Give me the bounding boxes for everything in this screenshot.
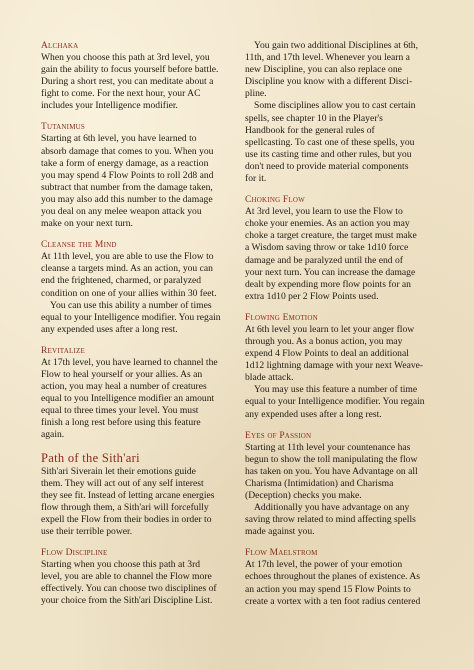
- paragraph-revitalize: [41, 357, 233, 442]
- text-line: (Deception) checks you make.: [245, 490, 362, 501]
- text-line: At 17th level, the power of your emotion: [245, 559, 403, 571]
- text-line: you may spend 4 Flow Points to roll 2d8 and: [41, 169, 214, 181]
- heading-flow-maelstrom: Flow Maelstrom: [245, 548, 318, 559]
- heading-flow-discipline: Flow Discipline: [41, 548, 108, 559]
- text-line: At 17th level, you have learned to channel the: [41, 356, 218, 368]
- text-line: an action you may spend 15 Flow Points to: [245, 583, 411, 595]
- text-line: Sith'ari Siverain let their emotions guide: [41, 465, 196, 477]
- text-line: spells, see chapter 10 in the Player's: [245, 112, 383, 124]
- text-line: You gain two additional Disciplines at 6th,: [254, 40, 418, 51]
- text-line: equal to three times your level. You must: [41, 405, 199, 417]
- text-line: made against you.: [245, 526, 315, 538]
- text-line: choke a target creature, the target must make: [245, 230, 417, 242]
- text-line: choke your enemies. As an action you may: [245, 218, 410, 230]
- text-line: Handbook for the general rules of: [245, 124, 375, 136]
- text-line: don't need to provide material components: [245, 160, 409, 172]
- text-line: your next turn. You can increase the damage: [245, 266, 416, 278]
- text-line: action, you may heal a number of creatures: [41, 381, 207, 393]
- text-line: any expended uses after a long rest.: [245, 408, 382, 420]
- heading-path-of-the-sithari: Path of the Sith'ari: [41, 450, 140, 465]
- text-line: equal to your Intelligence modifier. You regain: [41, 311, 221, 323]
- text-line: Starting at 6th level, you have learned to: [41, 133, 197, 145]
- text-line: equal to you Intelligence modifier an amount: [41, 393, 215, 405]
- text-line: you deal on any melee weapon attack you: [41, 206, 202, 218]
- text-line: new Discipline, you can also replace one: [245, 64, 402, 76]
- text-line: they see fit. Instead of letting arcane energies: [41, 489, 215, 501]
- heading-revitalize: Revitalize: [41, 345, 85, 356]
- heading-alchaka: Alchaka: [41, 41, 79, 51]
- paragraph-cleanse-the-mind: [41, 251, 233, 336]
- text-line: for it.: [245, 173, 267, 185]
- text-line: spellcasting. To cast one of these spells, you: [245, 136, 415, 148]
- text-line: When you choose this path at 3rd level, you: [41, 52, 210, 63]
- heading-tutanimus: Tutanimus: [41, 122, 85, 133]
- text-line: Flow to heal yourself or your allies. As an: [41, 368, 203, 380]
- text-line: again.: [41, 429, 65, 441]
- heading-choking-flow: Choking Flow: [245, 195, 305, 206]
- text-line: equal to your Intelligence modifier. You regain: [245, 396, 425, 408]
- text-line: any expended uses after a long rest.: [41, 323, 178, 335]
- text-line: dealt by expending more flow points for an: [245, 278, 411, 290]
- text-line: pline.: [245, 88, 267, 100]
- text-line: expell the Flow from their bodies in order to: [41, 513, 212, 525]
- paragraph-path-of-the-sithari: [41, 466, 233, 539]
- text-line: use their terrible power.: [41, 526, 133, 537]
- text-line: You may use this feature a number of time: [254, 384, 418, 396]
- text-line: Some disciplines allow you to cast certain: [254, 100, 416, 112]
- text-line: During a short rest, you can meditate about a: [41, 76, 214, 88]
- text-line: effectively. You can choose two disciplines of: [41, 583, 217, 595]
- left-column: [41, 40, 233, 607]
- text-line: absorb damage that comes to you. When you: [41, 145, 214, 157]
- text-line: flow through them, a Sith'ari will forcefully: [41, 501, 209, 513]
- text-line: Starting at 11th level your countenance has: [245, 441, 411, 453]
- text-line: make on your next turn.: [41, 218, 133, 230]
- text-line: use its casting time and other rules, but you: [245, 148, 412, 160]
- text-line: At 3rd level, you learn to use the Flow to: [245, 206, 403, 218]
- text-line: create a vortex with a ten foot radius centered: [245, 595, 421, 607]
- paragraph-choking-flow: [245, 206, 437, 303]
- text-line: blade attack.: [245, 372, 294, 384]
- text-line: cleanse a targets mind. As an action, you can: [41, 263, 213, 275]
- text-line: 11th, and 17th level. Whenever you learn a: [245, 52, 410, 64]
- paragraph-flowing-emotion: [245, 324, 437, 421]
- paragraph-flow-discipline: [41, 559, 233, 607]
- text-line: At 11th level, you are able to use the Flow to: [41, 251, 214, 263]
- text-line: your choice from the Sith'ari Discipline List.: [41, 595, 213, 607]
- text-line: damage and be paralyzed until the end of: [245, 254, 403, 266]
- text-line: level, you are able to channel the Flow more: [41, 571, 212, 583]
- text-line: includes your Intelligence modifier.: [41, 100, 178, 112]
- heading-flowing-emotion: Flowing Emotion: [245, 312, 318, 323]
- heading-eyes-of-passion: Eyes of Passion: [245, 430, 312, 441]
- paragraph-alchaka: [41, 52, 233, 112]
- paragraph-additional-disciplines: [245, 40, 437, 185]
- text-line: through you. As a bonus action, you may: [245, 335, 403, 347]
- text-line: Discipline you know with a different Disci-: [245, 76, 413, 88]
- text-line: Additionally you have advantage on any: [254, 502, 410, 514]
- text-line: end the frightened, charmed, or paralyzed: [41, 275, 202, 287]
- right-column: [245, 40, 437, 608]
- text-line: you may also add this number to the damage: [41, 193, 213, 205]
- heading-cleanse-the-mind: Cleanse the Mind: [41, 240, 117, 251]
- text-line: has taken on you. You have Advantage on all: [245, 465, 418, 477]
- paragraph-tutanimus: [41, 133, 233, 230]
- text-line: You can use this ability a number of times: [50, 299, 212, 311]
- text-line: gain the ability to focus yourself before battle.: [41, 64, 219, 76]
- text-line: Charisma (Intimidation) and Charisma: [245, 477, 394, 489]
- text-line: Starting when you choose this path at 3rd: [41, 559, 201, 571]
- text-line: begun to show the toll manipulating the flow: [245, 453, 418, 465]
- text-line: fight to come. For the next hour, your AC: [41, 88, 201, 100]
- text-line: take a form of energy damage, as a reaction: [41, 157, 209, 169]
- text-line: expend 4 Flow Points to deal an additional: [245, 348, 409, 360]
- text-line: a Wisdom saving throw or take 1d10 force: [245, 242, 409, 254]
- text-line: extra 1d10 per 2 Flow Points used.: [245, 290, 379, 302]
- text-line: finish a long rest before using this feature: [41, 417, 201, 429]
- text-line: them. They will act out of any self interest: [41, 477, 204, 489]
- paragraph-eyes-of-passion: [245, 442, 437, 539]
- text-line: 1d12 lightning damage with your next Weave-: [245, 360, 424, 372]
- text-line: subtract that number from the damage taken,: [41, 181, 213, 193]
- text-line: At 6th level you learn to let your anger flow: [245, 323, 415, 335]
- text-line: condition on one of your allies within 30 feet.: [41, 287, 217, 299]
- paragraph-flow-maelstrom: [245, 559, 437, 607]
- text-line: echoes throughout the planes of existence. As: [245, 571, 421, 583]
- text-line: saving throw related to mind affecting spells: [245, 514, 416, 526]
